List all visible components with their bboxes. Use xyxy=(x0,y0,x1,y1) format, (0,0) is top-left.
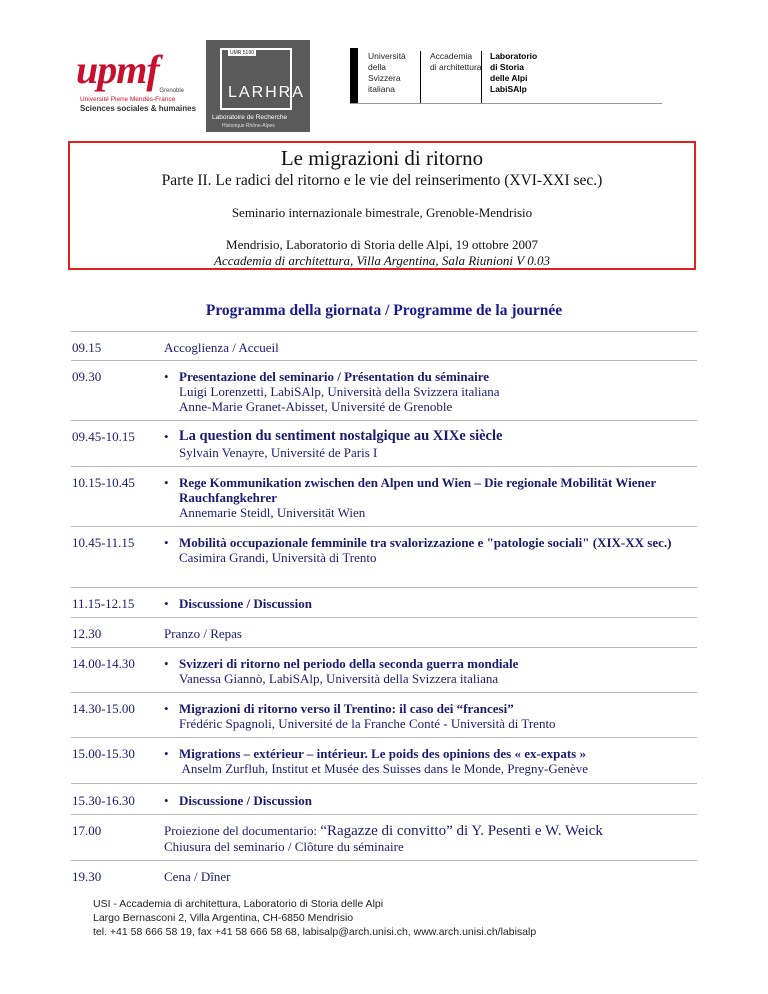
usi-logo-divider xyxy=(481,51,482,103)
divider xyxy=(71,466,697,467)
talk-title: Migrazioni di ritorno verso il Trentino: il caso dei “francesi” xyxy=(179,701,514,716)
title-box xyxy=(68,141,696,270)
divider xyxy=(71,420,697,421)
bullet-icon: • xyxy=(164,793,169,808)
speaker: Luigi Lorenzetti, LabiSAlp, Università della Svizzera italiana xyxy=(179,384,500,399)
screening-title: “Ragazze di convitto” di Y. Pesenti e W. Weick xyxy=(320,823,603,839)
schedule-time: 10.45-11.15 xyxy=(72,535,135,550)
speaker: Sylvain Venayre, Université de Paris I xyxy=(179,445,378,460)
screening-intro: Proiezione del documentario: xyxy=(164,823,321,838)
program-heading: Programma della giornata / Programme de la journée xyxy=(205,302,563,319)
footer-line: Largo Bernasconi 2, Villa Argentina, CH-6850 Mendrisio xyxy=(93,912,354,924)
schedule-text: Accoglienza / Accueil xyxy=(164,340,279,355)
upmf-logo-word: upmf xyxy=(76,47,159,92)
speaker: Frédéric Spagnoli, Université de la Franche Conté - Università di Trento xyxy=(179,716,556,731)
schedule-time: 15.00-15.30 xyxy=(72,746,135,761)
footer-contact: tel. +41 58 666 58 19, fax +41 58 666 58 68, labisalp@arch.unisi.ch, www.arch.unisi.ch/labisalp xyxy=(93,926,537,938)
upmf-logo-university: Université Pierre Mendès-France xyxy=(80,96,176,103)
talk-title: Discussione / Discussion xyxy=(179,793,312,808)
bullet-icon: • xyxy=(164,429,169,444)
divider xyxy=(71,737,697,738)
place-date: Mendrisio, Laboratorio di Storia delle Alpi, 19 ottobre 2007 xyxy=(226,237,538,252)
divider xyxy=(71,587,697,588)
page-title: Le migrazioni di ritorno xyxy=(280,146,484,170)
schedule-time: 19.30 xyxy=(72,869,102,884)
speaker: Anne-Marie Granet-Abisset, Université de Grenoble xyxy=(179,399,453,414)
schedule-item xyxy=(164,656,684,686)
schedule-item xyxy=(164,535,684,565)
divider xyxy=(71,860,697,861)
speaker: Casimira Grandi, Università di Trento xyxy=(179,550,377,565)
page-subtitle: Parte II. Le radici del ritorno e le vie del reinserimento (XVI-XXI sec.) xyxy=(161,172,603,189)
usi-logo-bar xyxy=(350,48,358,103)
schedule-time: 09.15 xyxy=(72,340,102,355)
usi-logo-academy: Accademia di architettura xyxy=(430,51,482,72)
schedule-text: Pranzo / Repas xyxy=(164,626,242,641)
bullet-icon: • xyxy=(164,475,169,490)
divider xyxy=(71,360,697,361)
speaker: Anselm Zurfluh, Institut et Musée des Suisses dans le Monde, Pregny-Genève xyxy=(179,761,589,776)
larhra-logo-tag: UMR 5190 xyxy=(230,50,254,56)
schedule-time: 11.15-12.15 xyxy=(72,596,135,611)
bullet-icon: • xyxy=(164,535,169,550)
divider xyxy=(71,814,697,815)
bullet-icon: • xyxy=(164,656,169,671)
speaker: Annemarie Steidl, Universität Wien xyxy=(179,505,366,520)
schedule-time: 14.00-14.30 xyxy=(72,656,135,671)
venue: Accademia di architettura, Villa Argentina, Sala Riunioni V 0.03 xyxy=(214,253,550,268)
schedule-item xyxy=(164,793,684,808)
schedule-item xyxy=(164,429,684,460)
talk-title: Discussione / Discussion xyxy=(179,596,312,611)
usi-logo-lab: Laboratorio di Storia delle Alpi LabiSAlp xyxy=(490,51,538,94)
bullet-icon: • xyxy=(164,746,169,761)
divider xyxy=(71,692,697,693)
bullet-icon: • xyxy=(164,596,169,611)
talk-title: Rege Kommunikation zwischen den Alpen und Wien – Die regionale Mobilität Wiener Rauchfangkehrer xyxy=(179,475,657,505)
schedule-item xyxy=(164,369,684,414)
schedule-time: 15.30-16.30 xyxy=(72,793,135,808)
schedule-time: 12.30 xyxy=(72,626,102,641)
schedule-item xyxy=(164,746,684,776)
usi-logo-university: Università della Svizzera italiana xyxy=(368,51,406,94)
usi-logo-underline xyxy=(350,103,662,104)
speaker: Vanessa Giannò, LabiSAlp, Università della Svizzera italiana xyxy=(179,671,499,686)
schedule-time: 17.00 xyxy=(72,823,102,838)
seminar-info: Seminario internazionale bimestrale, Grenoble-Mendrisio xyxy=(231,205,533,220)
larhra-logo-subcaption: Historique Rhône-Alpes xyxy=(222,123,275,129)
larhra-logo xyxy=(206,40,310,132)
divider xyxy=(71,617,697,618)
talk-title: Presentazione del seminario / Présentation du séminaire xyxy=(179,369,490,384)
bullet-icon: • xyxy=(164,369,169,384)
schedule-time: 09.30 xyxy=(72,369,102,384)
upmf-logo xyxy=(76,46,197,126)
schedule-text: Cena / Dîner xyxy=(164,869,231,884)
schedule-item xyxy=(164,475,684,520)
divider xyxy=(71,647,697,648)
closing-text: Chiusura del seminario / Clôture du séminaire xyxy=(164,839,404,854)
schedule-item xyxy=(164,701,684,731)
footer-line: USI - Accademia di architettura, Laboratorio di Storia delle Alpi xyxy=(93,898,384,910)
usi-logo-divider xyxy=(420,51,421,103)
talk-title: Svizzeri di ritorno nel periodo della seconda guerra mondiale xyxy=(179,656,519,671)
divider xyxy=(71,526,697,527)
talk-title: Mobilità occupazionale femminile tra svalorizzazione e "patologie sociali" (XIX-XX sec.) xyxy=(179,535,672,550)
talk-title: La question du sentiment nostalgique au XIXe siècle xyxy=(179,428,503,444)
larhra-logo-caption: Laboratoire de Recherche xyxy=(212,114,288,121)
screening-block xyxy=(164,823,694,855)
bullet-icon: • xyxy=(164,701,169,716)
schedule-time: 09.45-10.15 xyxy=(72,429,135,444)
talk-title: Migrations – extérieur – intérieur. Le poids des opinions des « ex-expats » xyxy=(179,746,586,761)
footer xyxy=(93,897,536,939)
schedule-time: 14.30-15.00 xyxy=(72,701,135,716)
schedule-item xyxy=(164,596,684,611)
upmf-logo-city: Grenoble xyxy=(159,88,184,94)
divider xyxy=(71,783,697,784)
larhra-logo-letters: LARHRA xyxy=(228,84,305,101)
divider xyxy=(71,331,697,332)
upmf-logo-tagline: Sciences sociales & humaines xyxy=(80,104,197,113)
schedule-time: 10.15-10.45 xyxy=(72,475,135,490)
